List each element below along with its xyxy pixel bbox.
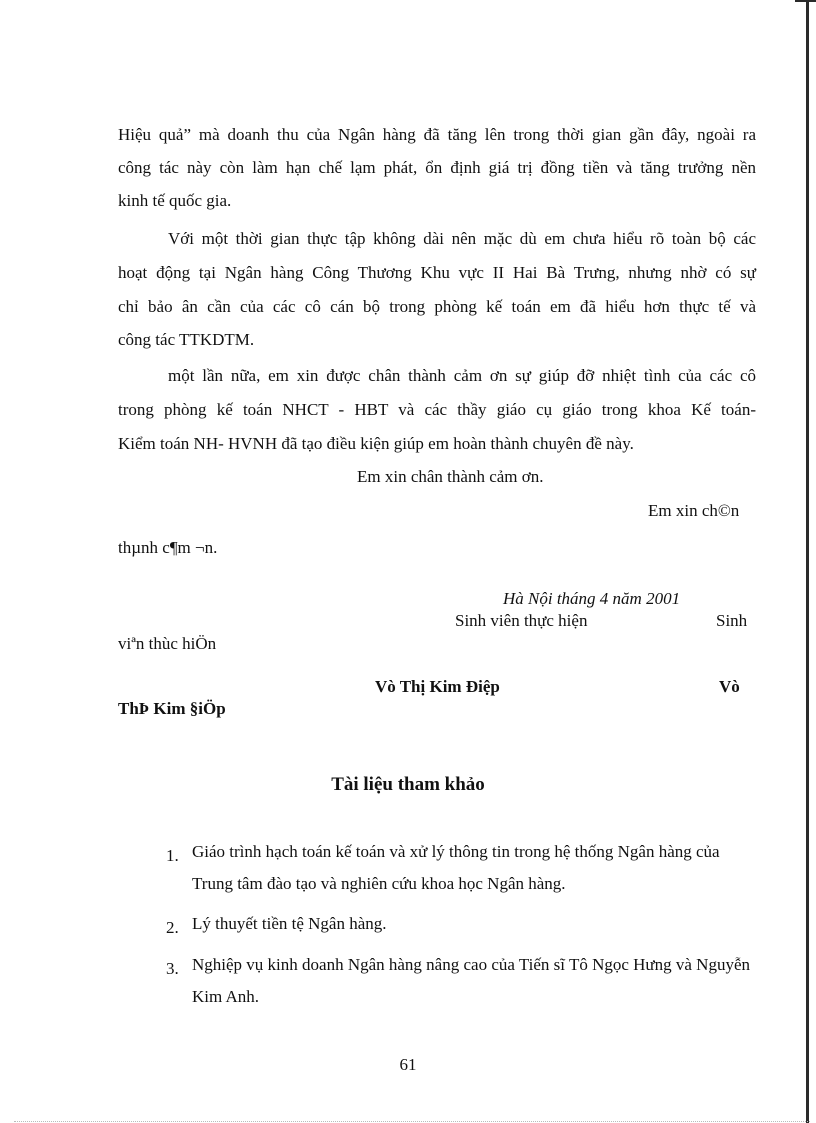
page-number: 61 [399,1055,417,1074]
signer-name-garbled: Vò [719,677,740,696]
body-line: hoạt động tại Ngân hàng Công Thương Khu vực II Hai Bà Trưng, nhưng nhờ có sự [118,263,756,282]
reference-text: Nghiệp vụ kinh doanh Ngân hàng nâng cao của Tiến sĩ Tô Ngọc Hưng và Nguyễn Kim Anh. [192,955,751,1006]
reference-number: 3. [166,959,179,978]
body-line: Với một thời gian thực tập không dài nên mặc dù em chưa hiểu rõ toàn bộ các [168,229,756,248]
signer-name: Vò Thị Kim Điệp [375,677,500,696]
signer-role: Sinh viên thực hiện [455,611,588,630]
signer-role-garbled: Sinh [716,611,748,630]
thanks-garbled-line: Em xin ch©n [648,501,740,520]
thanks-line: Em xin chân thành cảm ơn. [357,467,544,486]
signer-name-garbled: ThÞ Kim §iÖp [118,699,226,718]
body-line: trong phòng kế toán NHCT - HBT và các thầy giáo cụ giáo trong khoa Kế toán- [118,400,756,419]
thanks-garbled-line: thµnh c¶m ¬n. [118,538,218,557]
body-line: công tác TTKDTM. [118,330,255,349]
body-line: kinh tế quốc gia. [118,191,232,210]
body-line: chỉ bảo ân cần của các cô cán bộ trong phòng kế toán em đã hiểu hơn thực tế và [118,297,756,316]
body-line: công tác này còn làm hạn chế lạm phát, ổn định giá trị đồng tiền và tăng trưởng nền [118,158,756,177]
signer-role-garbled: viªn thùc hiÖn [118,634,217,653]
reference-number: 1. [166,846,179,865]
reference-number: 2. [166,918,179,937]
body-line: Hiệu quả” mà doanh thu của Ngân hàng đã tăng lên trong thời gian gần đây, ngoài ra [118,125,756,144]
reference-text: Giáo trình hạch toán kế toán và xử lý thông tin trong hệ thống Ngân hàng của Trung tâm đào tạo và nghiên cứu khoa học Ngân hàng. [192,842,720,893]
page-border-right [806,0,809,1123]
references-title: Tài liệu tham khảo [331,774,485,795]
reference-text: Lý thuyết tiền tệ Ngân hàng. [192,914,387,933]
place-date: Hà Nội tháng 4 năm 2001 [503,589,681,608]
body-line: Kiểm toán NH- HVNH đã tạo điều kiện giúp em hoàn thành chuyên đề này. [118,434,634,453]
body-line: một lần nữa, em xin được chân thành cảm ơn sự giúp đỡ nhiệt tình của các cô [168,366,756,385]
page-border-bottom [14,1121,810,1122]
